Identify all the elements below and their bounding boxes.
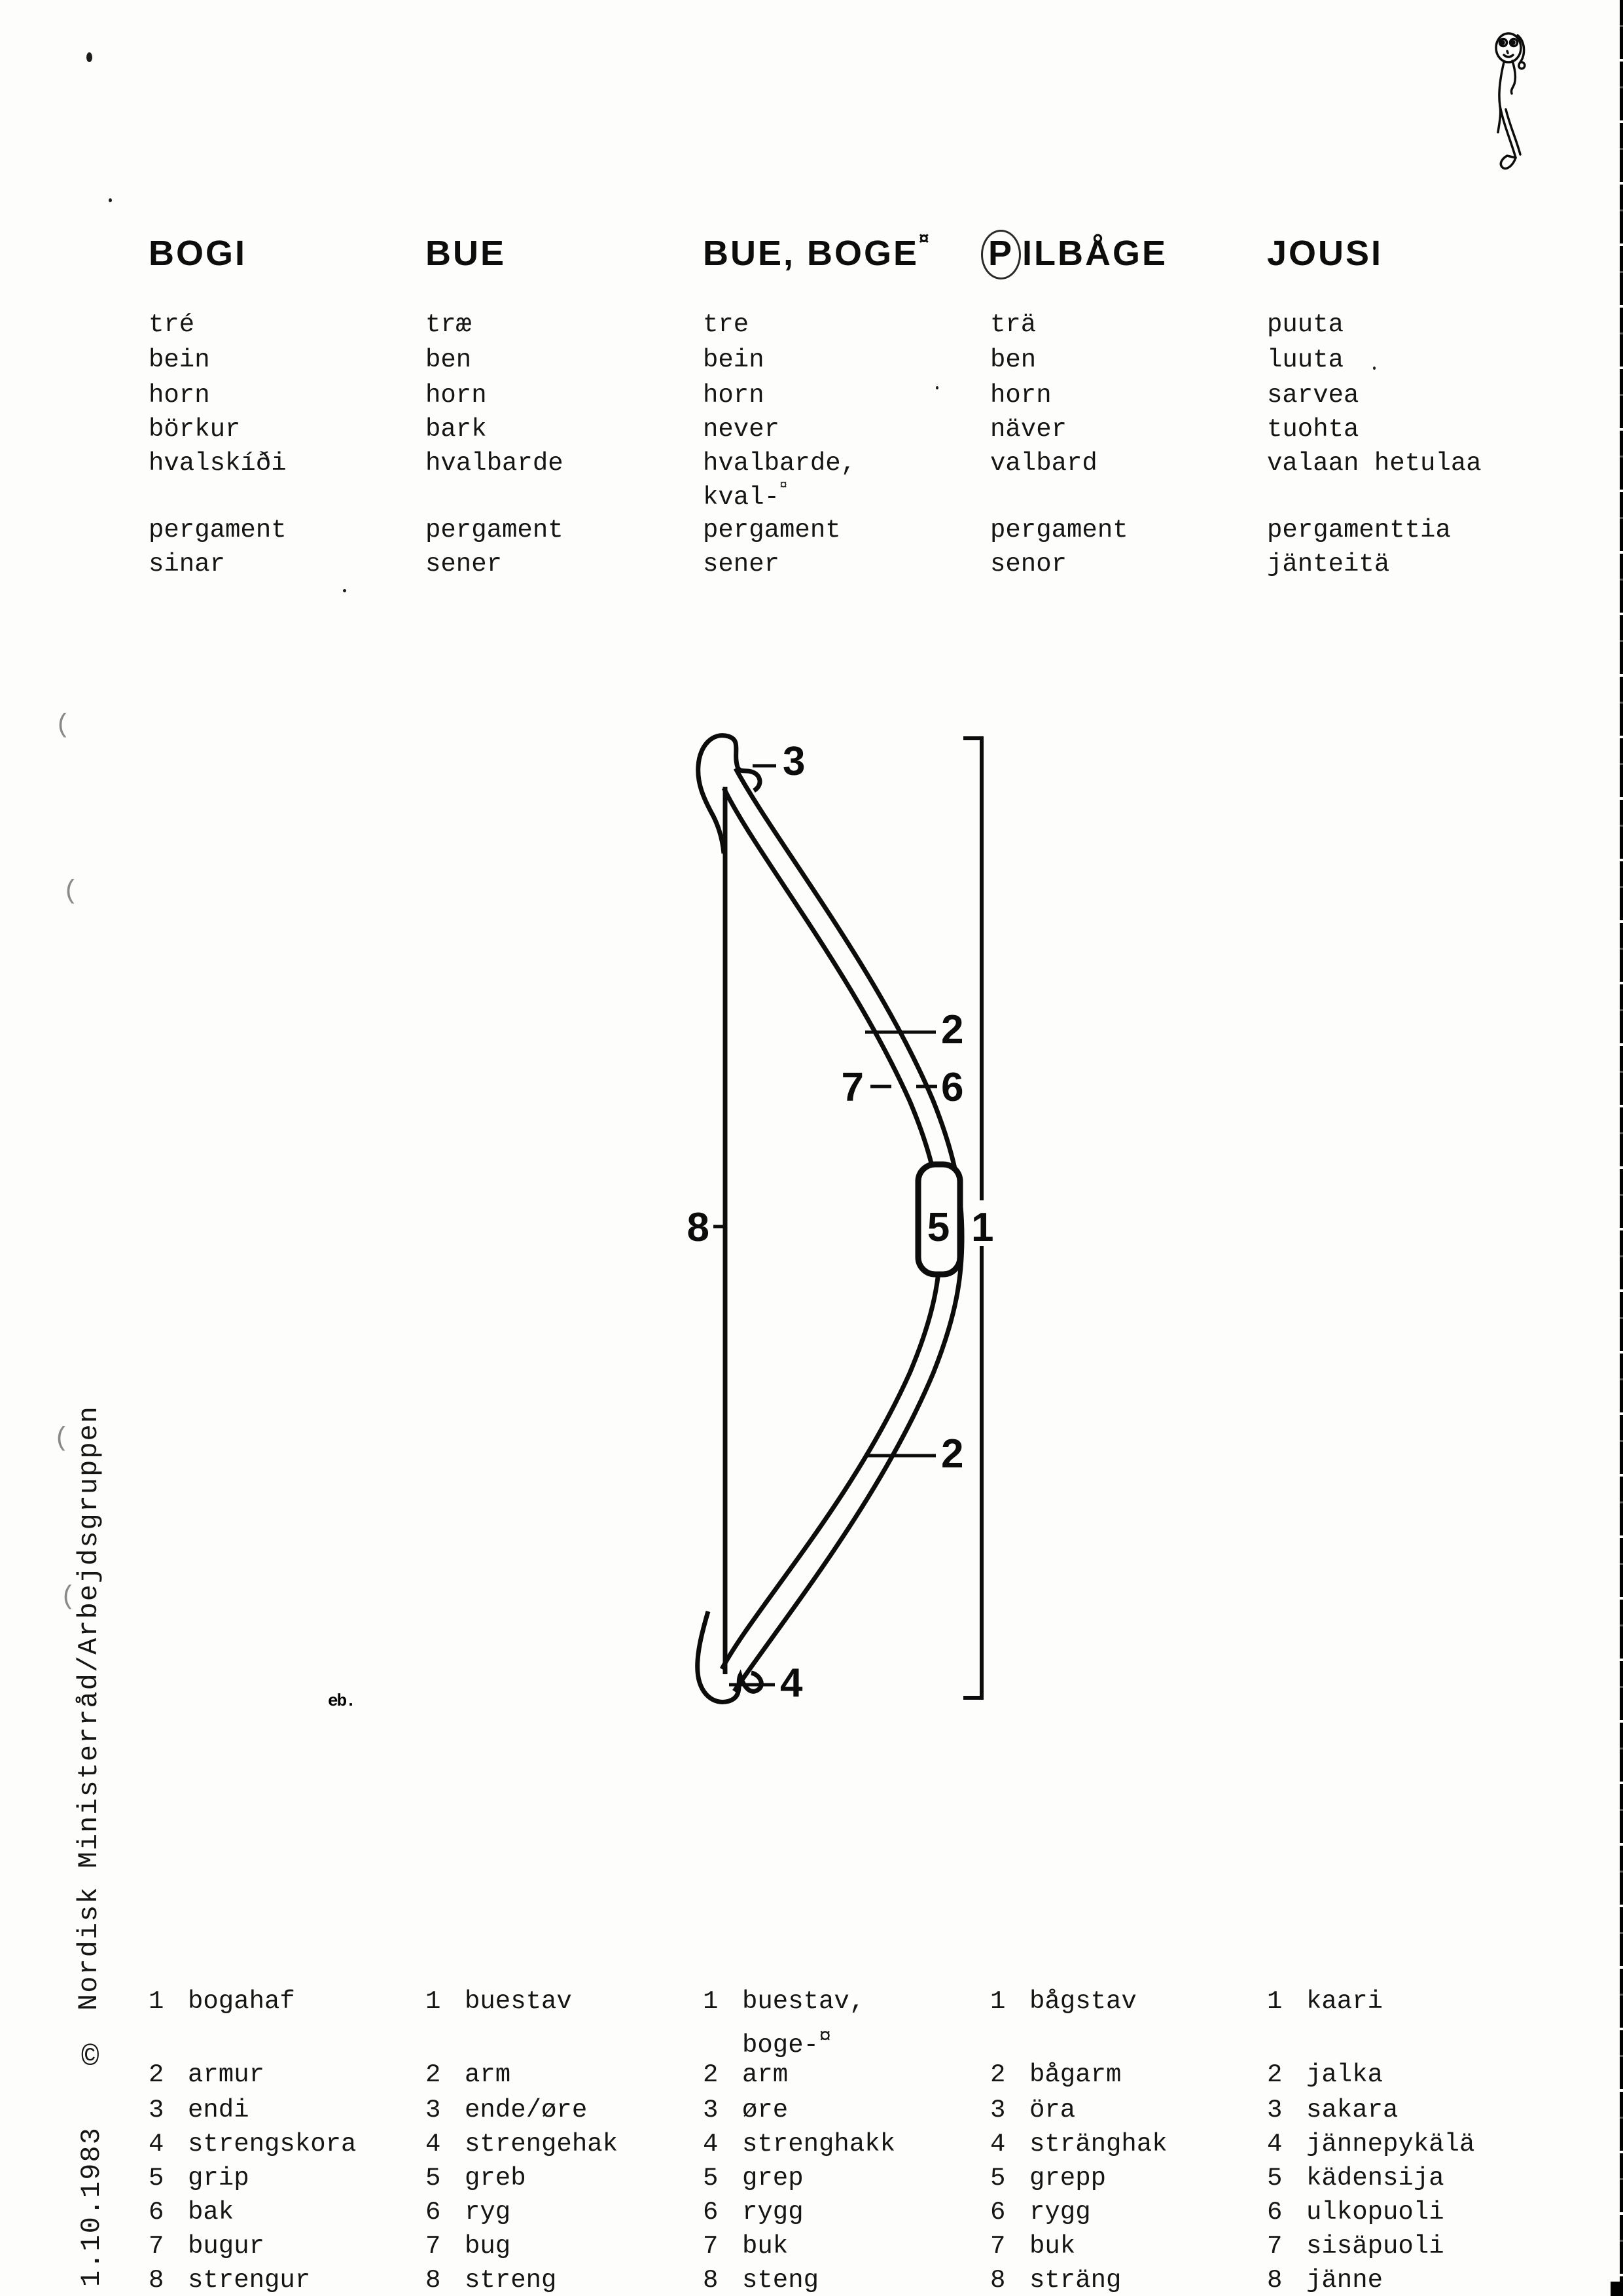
part-item-2: 2 bågarm (990, 2060, 1122, 2089)
part-number: 2 (703, 2060, 719, 2089)
margin-organization: Nordisk Ministerråd/Arbejdsgruppen (73, 1405, 105, 2011)
part-item-6: 6 rygg (703, 2198, 804, 2227)
part-number: 3 (425, 2096, 441, 2125)
part-item-1: 1 bågstav (990, 1987, 1137, 2016)
vocab-word: ben (990, 346, 1037, 374)
part-number: 6 (149, 2198, 164, 2227)
vocab-word: valaan hetulaa (1267, 449, 1482, 478)
part-number: 7 (149, 2232, 164, 2261)
vocab-word: valbard (990, 449, 1097, 478)
punch-hole-mark: ( (55, 711, 71, 740)
part-item-8: 8 strengur (149, 2266, 311, 2295)
scan-speck (109, 198, 112, 202)
vocab-word: never (703, 415, 780, 444)
vocab-word: ben (425, 346, 472, 374)
term-title-4: JOUSI (1267, 234, 1383, 273)
vocab-word: senor (990, 550, 1067, 579)
vocab-word: tuohta (1267, 415, 1359, 444)
part-number: 3 (1267, 2096, 1283, 2125)
part-item-7: 7 bugur (149, 2232, 265, 2261)
part-item-8: 8 steng (703, 2266, 819, 2295)
reference-mark: ¤ (919, 228, 929, 249)
term-title-1: BUE (425, 234, 507, 273)
punch-hole-mark: ( (63, 877, 79, 906)
vocab-word: hvalbarde (425, 449, 563, 478)
vocab-word: börkur (149, 415, 241, 444)
part-item-5: 5 kädensija (1267, 2164, 1444, 2193)
part-number: 7 (1267, 2232, 1283, 2261)
stick-figure-doodle (1496, 33, 1525, 168)
scan-speck (936, 386, 938, 389)
part-item-continuation: boge-¤ (742, 2025, 832, 2060)
diagram-label-3: 3 (783, 739, 806, 784)
part-item-5: 5 greb (425, 2164, 526, 2193)
page-edge-shadow (1620, 0, 1623, 2296)
vocab-word: træ (425, 310, 472, 339)
vocab-word: hvalskíði (149, 449, 287, 478)
vocab-word: pergament (703, 516, 841, 545)
part-item-7: 7 bug (425, 2232, 511, 2261)
ink-blob: eb. (328, 1691, 355, 1711)
corner-ink-blob (1611, 2282, 1623, 2296)
diagram-label-2-upper: 2 (941, 1007, 964, 1052)
part-number: 5 (149, 2164, 164, 2193)
part-number: 8 (1267, 2266, 1283, 2295)
part-number: 1 (703, 1987, 719, 2016)
vocab-word: kval-¤ (703, 478, 788, 512)
part-number: 1 (425, 1987, 441, 2016)
part-item-6: 6 rygg (990, 2198, 1091, 2227)
part-item-4: 4 strengskora (149, 2130, 357, 2159)
part-number: 1 (990, 1987, 1006, 2016)
part-item-7: 7 buk (990, 2232, 1076, 2261)
circled-letter: P (981, 230, 1021, 279)
part-number: 3 (149, 2096, 164, 2125)
part-item-2: 2 jalka (1267, 2060, 1383, 2089)
part-item-1: 1 buestav, (703, 1987, 865, 2016)
part-number: 1 (1267, 1987, 1283, 2016)
vocab-word: sener (703, 550, 780, 579)
part-item-2: 2 arm (425, 2060, 511, 2089)
vocab-word: luuta (1267, 346, 1344, 374)
diagram-label-2-lower: 2 (941, 1431, 964, 1477)
part-number: 7 (425, 2232, 441, 2261)
vocab-word: pergamenttia (1267, 516, 1451, 545)
part-number: 6 (425, 2198, 441, 2227)
scan-speck (86, 52, 92, 62)
vocab-word: horn (149, 381, 210, 410)
part-number: 4 (703, 2130, 719, 2159)
term-title-0: BOGI (149, 234, 247, 273)
diagram-label-6: 6 (941, 1065, 964, 1110)
margin-date: 1.10.1983 (76, 2126, 107, 2287)
vocab-word: sener (425, 550, 503, 579)
vocab-word: tré (149, 310, 195, 339)
part-number: 2 (149, 2060, 164, 2089)
part-item-2: 2 arm (703, 2060, 789, 2089)
vocab-word: pergament (425, 516, 563, 545)
part-item-7: 7 buk (703, 2232, 789, 2261)
part-number: 6 (990, 2198, 1006, 2227)
part-number: 3 (990, 2096, 1006, 2125)
vocab-word: sinar (149, 550, 226, 579)
part-item-8: 8 sträng (990, 2266, 1122, 2295)
part-item-3: 3 ende/øre (425, 2096, 588, 2125)
part-item-6: 6 ulkopuoli (1267, 2198, 1444, 2227)
vocab-word: horn (703, 381, 764, 410)
part-item-8: 8 streng (425, 2266, 557, 2295)
part-item-1: 1 buestav (425, 1987, 572, 2016)
part-number: 8 (990, 2266, 1006, 2295)
part-number: 6 (1267, 2198, 1283, 2227)
copyright-symbol: © (81, 2041, 99, 2075)
part-item-4: 4 strengehak (425, 2130, 618, 2159)
part-item-3: 3 endi (149, 2096, 249, 2125)
part-item-4: 4 jännepykälä (1267, 2130, 1475, 2159)
part-number: 4 (149, 2130, 164, 2159)
part-item-1: 1 kaari (1267, 1987, 1383, 2016)
vocab-word: bark (425, 415, 487, 444)
part-item-3: 3 øre (703, 2096, 789, 2125)
vocab-word: trä (990, 310, 1037, 339)
punch-hole-mark: ( (54, 1424, 70, 1454)
diagram-label-5: 5 (927, 1205, 950, 1250)
part-item-6: 6 ryg (425, 2198, 511, 2227)
part-item-5: 5 grep (703, 2164, 804, 2193)
diagram-label-8: 8 (687, 1205, 709, 1250)
part-number: 4 (425, 2130, 441, 2159)
part-number: 4 (1267, 2130, 1283, 2159)
part-item-3: 3 sakara (1267, 2096, 1399, 2125)
part-number: 8 (703, 2266, 719, 2295)
part-number: 8 (425, 2266, 441, 2295)
part-number: 5 (1267, 2164, 1283, 2193)
part-item-8: 8 jänne (1267, 2266, 1383, 2295)
vocab-word: näver (990, 415, 1067, 444)
diagram-label-7: 7 (841, 1065, 864, 1110)
part-item-2: 2 armur (149, 2060, 265, 2089)
part-number: 5 (425, 2164, 441, 2193)
vocab-word: hvalbarde, (703, 449, 857, 478)
part-number: 7 (703, 2232, 719, 2261)
vocab-word: pergament (990, 516, 1128, 545)
part-item-6: 6 bak (149, 2198, 234, 2227)
part-item-7: 7 sisäpuoli (1267, 2232, 1444, 2261)
part-number: 5 (703, 2164, 719, 2193)
vocab-word: bein (703, 346, 764, 374)
part-number: 4 (990, 2130, 1006, 2159)
part-number: 1 (149, 1987, 164, 2016)
part-item-3: 3 öra (990, 2096, 1076, 2125)
part-number: 8 (149, 2266, 164, 2295)
part-number: 2 (425, 2060, 441, 2089)
part-number: 5 (990, 2164, 1006, 2193)
part-item-4: 4 stränghak (990, 2130, 1168, 2159)
punch-hole-mark: ( (60, 1583, 77, 1612)
term-title-2: BUE, BOGE¤ (703, 228, 929, 273)
part-item-5: 5 grepp (990, 2164, 1107, 2193)
part-number: 3 (703, 2096, 719, 2125)
part-item-4: 4 strenghakk (703, 2130, 896, 2159)
vocab-word: jänteitä (1267, 550, 1390, 579)
diagram-label-4: 4 (780, 1660, 803, 1706)
part-number: 2 (1267, 2060, 1283, 2089)
part-number: 6 (703, 2198, 719, 2227)
reference-mark: ¤ (819, 2025, 832, 2049)
vocab-word: puuta (1267, 310, 1344, 339)
reference-mark: ¤ (779, 478, 788, 493)
diagram-label-1: 1 (971, 1205, 994, 1250)
term-title-3: P ILBÅGE (988, 233, 1168, 276)
vocab-word: pergament (149, 516, 287, 545)
vocab-word: bein (149, 346, 210, 374)
part-item-5: 5 grip (149, 2164, 249, 2193)
scan-speck (1373, 367, 1376, 370)
part-number: 7 (990, 2232, 1006, 2261)
vocab-word: horn (425, 381, 487, 410)
vocab-word: horn (990, 381, 1052, 410)
part-number: 2 (990, 2060, 1006, 2089)
vocab-word: sarvea (1267, 381, 1359, 410)
scan-speck (343, 589, 346, 592)
vocab-word: tre (703, 310, 749, 339)
part-item-1: 1 bogahaf (149, 1987, 295, 2016)
